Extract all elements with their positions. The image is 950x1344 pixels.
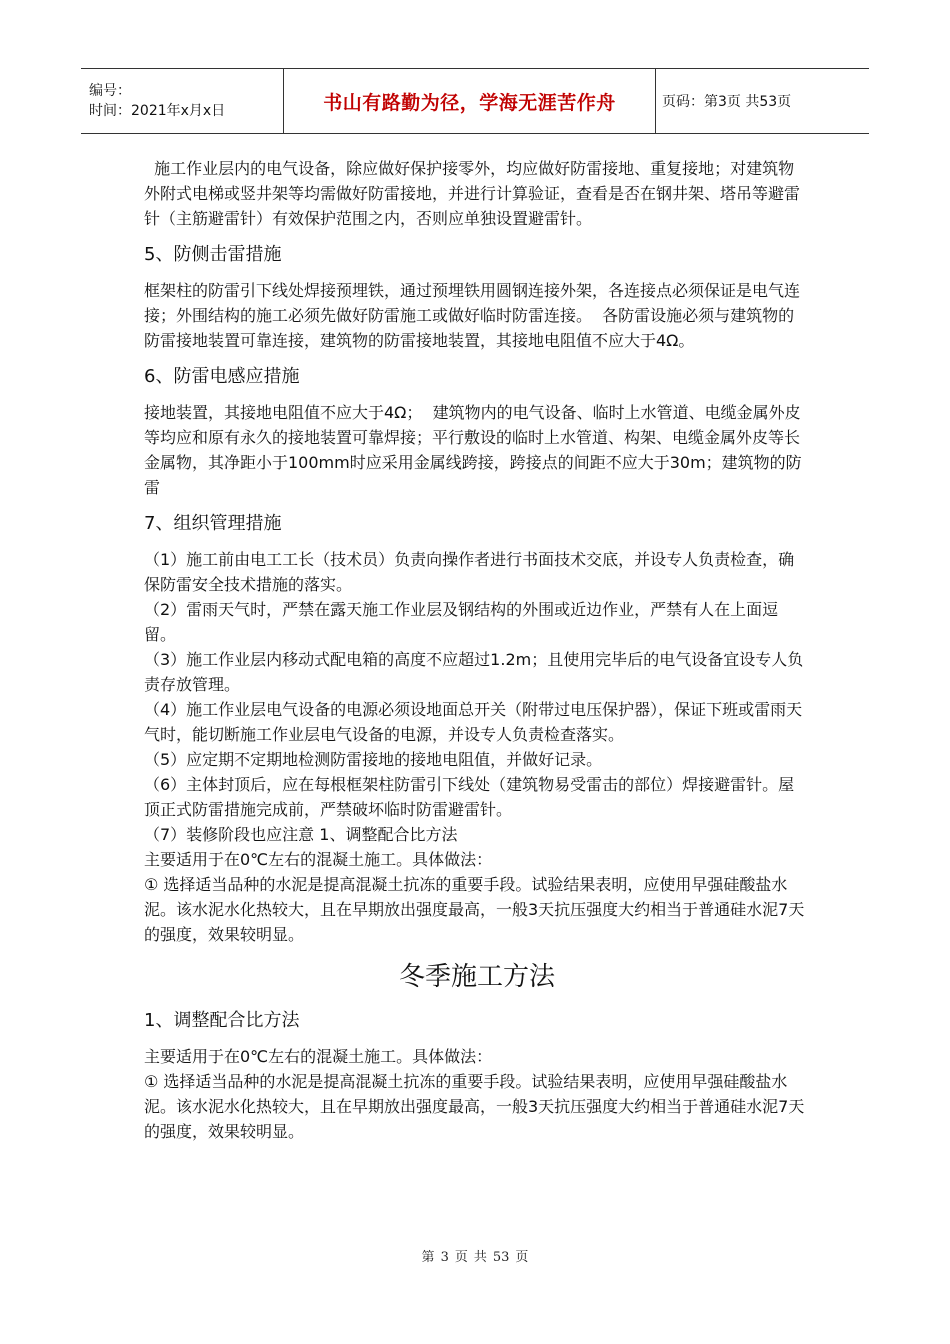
footer-text: 页	[454, 1250, 468, 1265]
page-footer	[0, 1246, 950, 1265]
document-body	[144, 156, 810, 1144]
section-heading-7: 7、组织管理措施	[144, 513, 282, 534]
list-item: （5）应定期不定期地检测防雷接地的接地电阻值，并做好记录。	[144, 750, 603, 769]
winter-paragraph: ① 选择适当品种的水泥是提高混凝土抗冻的重要手段。试验结果表明，应使用早强硅酸盐水泥。该水泥水化热较大，且在早期放出强度最高，一般3天抗压强度大约相当于普通硅水泥7天的强度，效果较明显。	[144, 1072, 805, 1141]
doc-number-label: 编号：	[89, 83, 131, 99]
list-item: （1）施工前由电工工长（技术员）负责向操作者进行书面技术交底，并设专人负责检查，确保防雷安全技术措施的落实。	[144, 550, 795, 594]
header-motto-cell	[284, 69, 656, 133]
list-item: （2）雷雨天气时，严禁在露天施工作业层及钢结构的外围或近边作业，严禁有人在上面逗留。	[144, 600, 779, 644]
header-motto: 书山有路勤为径，学海无涯苦作舟	[323, 91, 616, 114]
header-page-info: 页码：第3页 共53页	[662, 94, 792, 110]
footer-text: 页	[515, 1250, 529, 1265]
footer-text: 第	[421, 1250, 435, 1265]
list-item: （4）施工作业层电气设备的电源必须设地面总开关（附带过电压保护器），保证下班或雷雨天气时，能切断施工作业层电气设备的电源，并设专人负责检查落实。	[144, 700, 803, 744]
section-5-paragraph: 框架柱的防雷引下线处焊接预埋铁，通过预埋铁用圆钢连接外架，各连接点必须保证是电气连接；外围结构的施工必须先做好防雷施工或做好临时防雷连接。 各防雷设施必须与建筑物的防雷接地装置可靠连接，建筑物的防雷接地装置，其接地电阻值不应大于4Ω。	[144, 281, 801, 350]
intro-paragraph: 施工作业层内的电气设备，除应做好保护接零外，均应做好防雷接地、重复接地；对建筑物外附式电梯或竖井架等均需做好防雷接地，并进行计算验证，查看是否在钢井架、塔吊等避雷针（主筋避雷针）有效保护范围之内，否则应单独设置避雷针。	[144, 159, 801, 228]
list-item: （7）装修阶段也应注意 1、调整配合比方法	[144, 825, 458, 844]
footer-total-pages: 53	[492, 1250, 510, 1265]
footer-page-number: 3	[440, 1250, 449, 1265]
section-7-text: 主要适用于在0℃左右的混凝土施工。具体做法：	[144, 850, 493, 869]
section-heading-5: 5、防侧击雷措施	[144, 244, 282, 265]
section-6-paragraph: 接地装置，其接地电阻值不应大于4Ω； 建筑物内的电气设备、临时上水管道、电缆金属外皮等均应和原有永久的接地装置可靠焊接；平行敷设的临时上水管道、构架、电缆金属外皮等长金属物，其净距小于100mm时应采用金属线跨接，跨接点的间距不应大于30m；建筑物的防雷	[144, 403, 802, 497]
chapter-title: 冬季施工方法	[398, 962, 555, 992]
header-meta	[81, 69, 284, 133]
doc-time-label: 时间：2021年x月x日	[89, 103, 226, 119]
section-heading-6: 6、防雷电感应措施	[144, 366, 300, 387]
list-item: （3）施工作业层内移动式配电箱的高度不应超过1.2m；且使用完毕后的电气设备宜设专人负责存放管理。	[144, 650, 804, 694]
winter-heading-1: 1、调整配合比方法	[144, 1010, 300, 1031]
list-item: （6）主体封顶后，应在每根框架柱防雷引下线处（建筑物易受雷击的部位）焊接避雷针。屋顶正式防雷措施完成前，严禁破坏临时防雷避雷针。	[144, 775, 795, 819]
section-7-text: ① 选择适当品种的水泥是提高混凝土抗冻的重要手段。试验结果表明，应使用早强硅酸盐水泥。该水泥水化热较大，且在早期放出强度最高，一般3天抗压强度大约相当于普通硅水泥7天的强度，效果较明显。	[144, 875, 805, 944]
footer-text: 共	[473, 1250, 487, 1265]
page-header	[81, 68, 869, 134]
winter-paragraph: 主要适用于在0℃左右的混凝土施工。具体做法：	[144, 1047, 493, 1066]
header-page-cell	[656, 69, 869, 133]
